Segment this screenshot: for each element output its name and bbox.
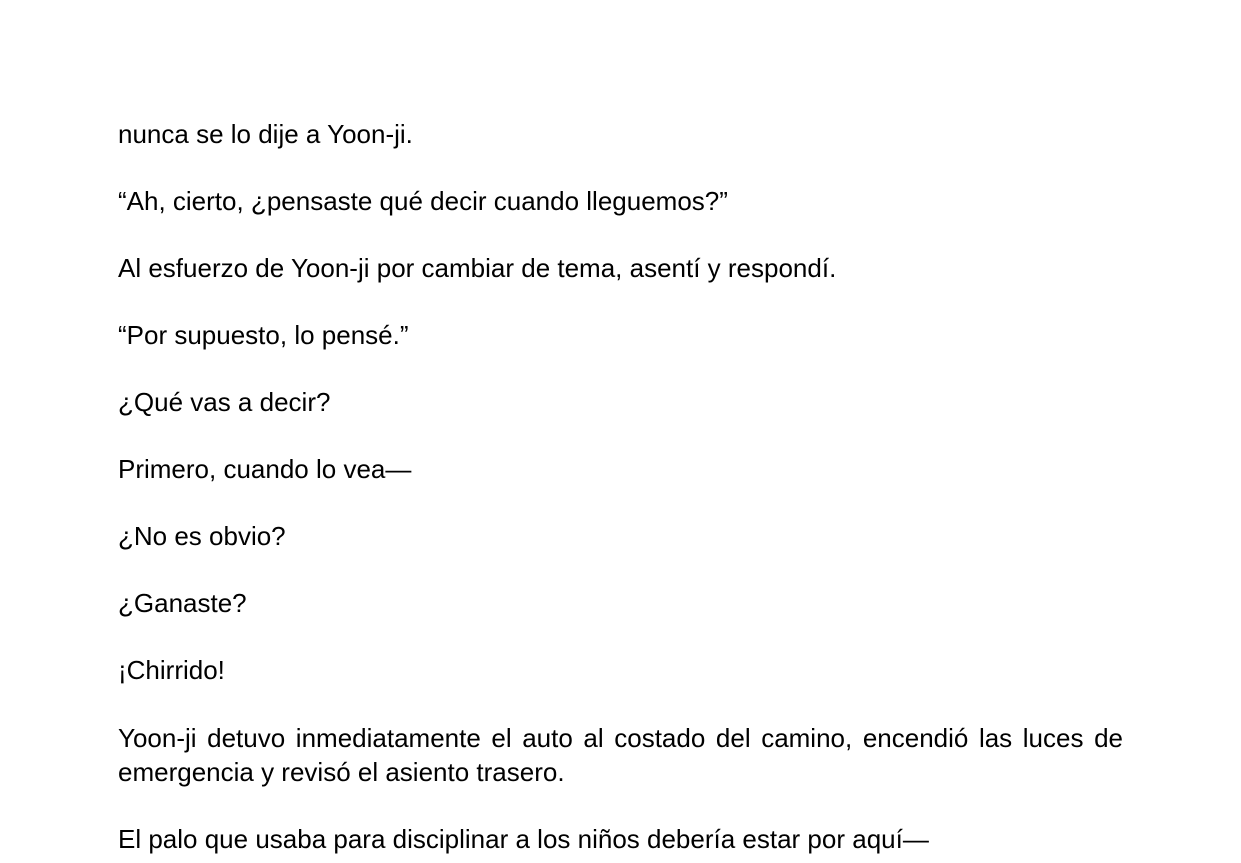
paragraph: nunca se lo dije a Yoon-ji. (118, 119, 413, 149)
paragraph: El palo que usaba para disciplinar a los niños debería estar por aquí— (118, 824, 929, 854)
paragraph: ¿No es obvio? (118, 521, 286, 551)
paragraph: Primero, cuando lo vea— (118, 454, 412, 484)
paragraph: ¿Qué vas a decir? (118, 387, 331, 417)
paragraph: Yoon-ji detuvo inmediatamente el auto al costado del camino, encendió las luces de emergencia y revisó el asiento trasero. (118, 723, 1123, 787)
paragraph: Al esfuerzo de Yoon-ji por cambiar de tema, asentí y respondí. (118, 253, 837, 283)
paragraph: “Ah, cierto, ¿pensaste qué decir cuando lleguemos?” (118, 186, 728, 216)
paragraph: ¿Ganaste? (118, 588, 247, 618)
paragraph: “Por supuesto, lo pensé.” (118, 320, 409, 350)
paragraph: ¡Chirrido! (118, 655, 225, 685)
